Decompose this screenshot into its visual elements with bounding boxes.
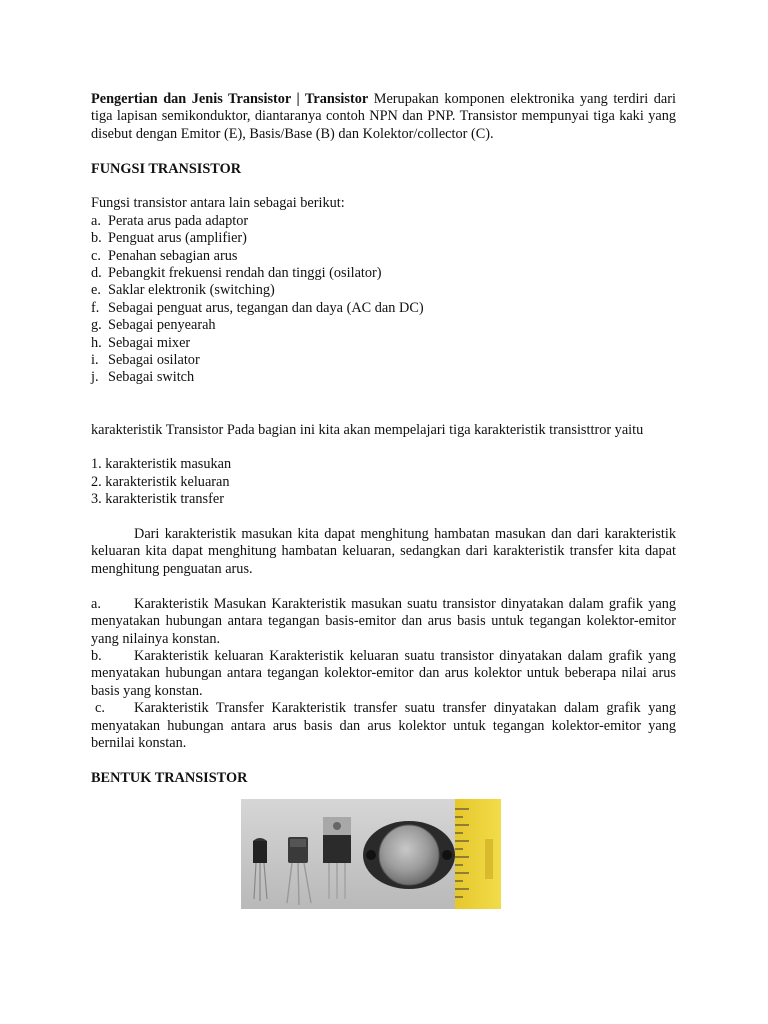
document-body xyxy=(91,91,676,787)
list-marker: h. xyxy=(91,334,102,351)
list-text: Sebagai mixer xyxy=(108,334,191,351)
detail-item xyxy=(91,700,676,752)
list-marker: a. xyxy=(91,212,101,229)
list-text: Sebagai penyearah xyxy=(108,317,216,334)
list-text: Penahan sebagian arus xyxy=(108,247,238,264)
list-marker: c. xyxy=(91,247,101,264)
detail-marker: a. xyxy=(91,595,101,612)
list-item xyxy=(91,352,676,369)
list-text: Sebagai switch xyxy=(108,369,195,386)
detail-marker: b. xyxy=(91,647,102,664)
list-item xyxy=(91,369,676,386)
karakteristik-lead: karakteristik Transistor Pada bagian ini kita akan mempelajari tiga karakteristik transisttror yaitu xyxy=(91,421,644,438)
detail-text: Karakteristik keluaran Karakteristik keluaran suatu transistor dinyatakan dalam grafik yang menyatakan hubungan antara tegangan kolektor-emitor dan arus kolektor untuk beberapa nilai arus basis yang konstan. xyxy=(91,647,676,699)
list-text: Penguat arus (amplifier) xyxy=(108,230,247,247)
list-item xyxy=(91,335,676,352)
fungsi-list xyxy=(91,213,676,387)
intro-paragraph xyxy=(91,91,676,143)
list-item xyxy=(91,265,676,282)
list-marker: e. xyxy=(91,282,101,299)
fungsi-lead: Fungsi transistor antara lain sebagai berikut: xyxy=(91,195,345,212)
list-text: Pebangkit frekuensi rendah dan tinggi (osilator) xyxy=(108,265,382,282)
intro-title: Pengertian dan Jenis Transistor | Transistor xyxy=(91,91,369,107)
list-marker: b. xyxy=(91,230,102,247)
list-text: Sebagai osilator xyxy=(108,352,200,369)
intro-text: Merupakan komponen elektronika yang terdiri dari tiga lapisan semikonduktor, diantaranya contoh NPN dan PNP. Transistor mempunyai tiga kaki yang disebut dengan Emitor (E), Basis/Base (B) dan Kolektor/collector (C). xyxy=(91,91,676,142)
list-item: 3. karakteristik transfer xyxy=(91,491,224,508)
list-item xyxy=(91,317,676,334)
karakteristik-details xyxy=(91,596,676,753)
list-marker: g. xyxy=(91,317,102,334)
detail-item xyxy=(91,596,676,648)
list-item xyxy=(91,300,676,317)
karakteristik-paragraph: Dari karakteristik masukan kita dapat menghitung hambatan masukan dan dari karakteristik keluaran kita dapat menghitung hambatan keluaran, sedangkan dari karakteristik transfer kita dapat menghitung penguatan arus. xyxy=(91,526,676,577)
detail-text: Karakteristik Transfer Karakteristik transfer suatu transfer dinyatakan dalam grafik yang menyatakan hubungan antara arus basis dan arus kolektor untuk tegangan kolektor-emitor yang bernilai konstan. xyxy=(91,700,676,751)
list-text: Perata arus pada adaptor xyxy=(108,212,249,229)
list-marker: j. xyxy=(91,369,99,386)
list-item xyxy=(91,248,676,265)
fungsi-heading: FUNGSI TRANSISTOR xyxy=(91,160,242,177)
transistor-photo-illustration xyxy=(241,799,501,909)
list-text: Saklar elektronik (switching) xyxy=(108,282,275,299)
detail-marker: c. xyxy=(95,700,105,717)
list-marker: f. xyxy=(91,299,100,316)
list-marker: i. xyxy=(91,352,99,369)
list-item xyxy=(91,230,676,247)
list-text: Sebagai penguat arus, tegangan dan daya (AC dan DC) xyxy=(108,299,424,316)
detail-item xyxy=(91,648,676,700)
detail-text: Karakteristik Masukan Karakteristik masukan suatu transistor dinyatakan dalam grafik yang menyatakan hubungan antara tegangan basis-emitor dan arus basis untuk tegangan kolektor-emitor yang nilainya konstan. xyxy=(91,595,676,647)
list-item: 1. karakteristik masukan xyxy=(91,456,232,473)
list-item xyxy=(91,213,676,230)
list-item: 2. karakteristik keluaran xyxy=(91,473,230,490)
transistor-photo xyxy=(241,799,501,909)
list-item xyxy=(91,282,676,299)
list-marker: d. xyxy=(91,265,102,282)
karakteristik-numbered-list xyxy=(91,456,676,508)
bentuk-heading: BENTUK TRANSISTOR xyxy=(91,769,248,786)
